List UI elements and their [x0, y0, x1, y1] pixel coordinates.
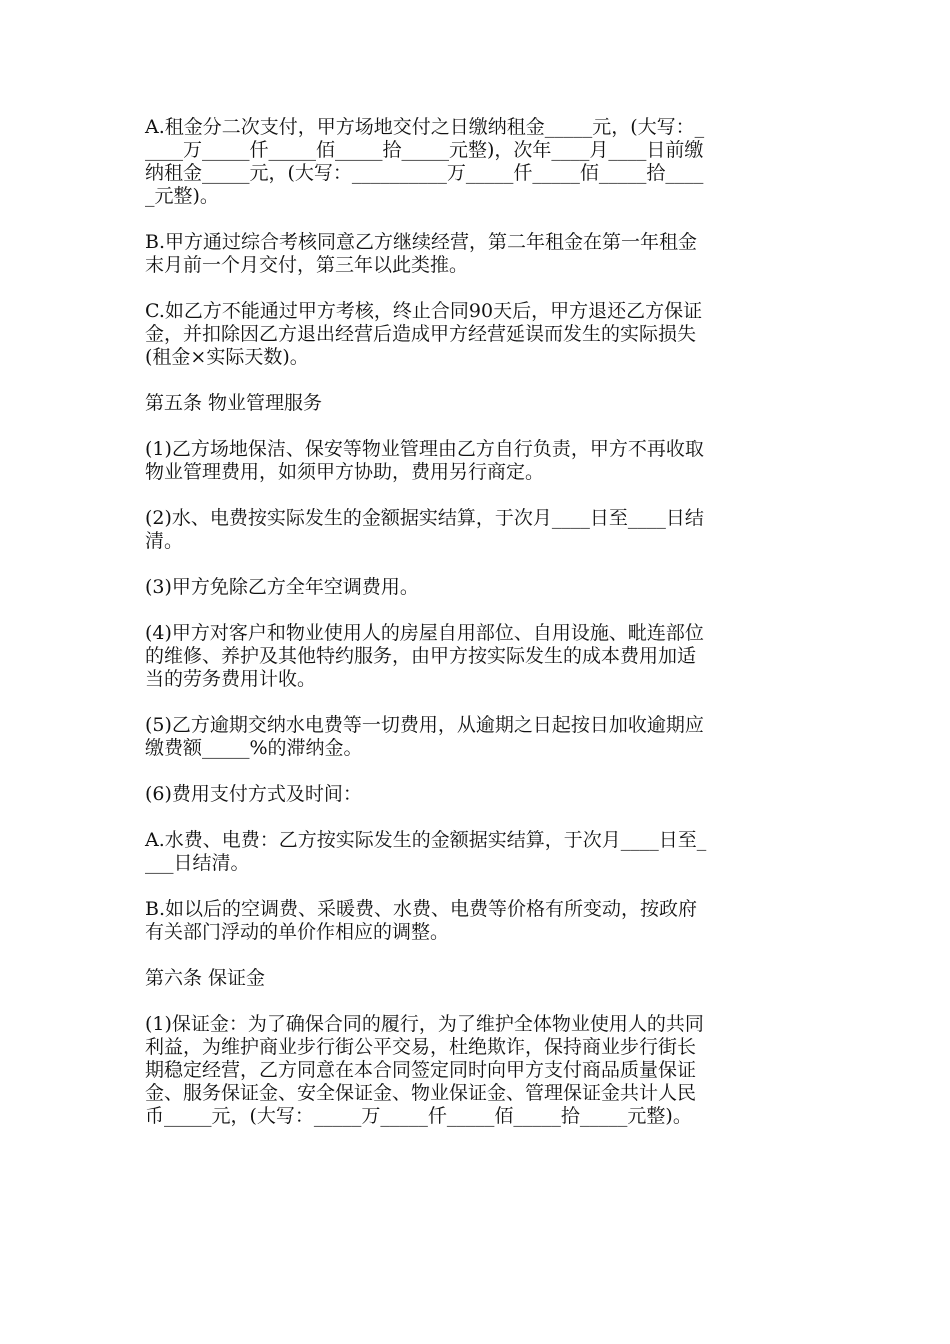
- text-line: 缴费额_____%的滞纳金。: [145, 737, 363, 759]
- text-line: 第六条 保证金: [145, 967, 266, 989]
- text-line: 末月前一个月交付，第三年以此类推。: [145, 254, 469, 276]
- document-paragraph: [145, 622, 810, 691]
- text-line: C.如乙方不能通过甲方考核，终止合同90天后，甲方退还乙方保证: [145, 300, 703, 322]
- text-line: ___日结清。: [145, 852, 250, 874]
- text-line: 币_____元，(大写：_____万_____仟_____佰_____拾_____元整)。: [145, 1105, 692, 1127]
- document-paragraph: [145, 714, 810, 760]
- text-line: (5)乙方逾期交纳水电费等一切费用，从逾期之日起按日加收逾期应: [145, 714, 704, 736]
- document-paragraph: [145, 300, 810, 369]
- text-line: A.租金分二次支付，甲方场地交付之日缴纳租金_____元，(大写：_: [145, 116, 705, 138]
- document-paragraph: [145, 116, 810, 208]
- document-paragraph: [145, 438, 810, 484]
- text-line: (4)甲方对客户和物业使用人的房屋自用部位、自用设施、毗连部位: [145, 622, 704, 644]
- document-paragraph: [145, 231, 810, 277]
- document-paragraph: [145, 967, 810, 990]
- text-line: (租金×实际天数)。: [145, 346, 309, 368]
- document-paragraph: [145, 576, 810, 599]
- text-line: A.水费、电费：乙方按实际发生的金额据实结算，于次月____日至_: [145, 829, 707, 851]
- text-line: 金、服务保证金、安全保证金、物业保证金、管理保证金共计人民: [145, 1082, 697, 1104]
- text-line: (2)水、电费按实际发生的金额据实结算，于次月____日至____日结: [145, 507, 704, 529]
- document-paragraph: [145, 392, 810, 415]
- text-line: 期稳定经营，乙方同意在本合同签定同时向甲方支付商品质量保证: [145, 1059, 697, 1081]
- text-line: 金，并扣除因乙方退出经营后造成甲方经营延误而发生的实际损失: [145, 323, 697, 345]
- text-line: 清。: [145, 530, 184, 552]
- document-paragraph: [145, 829, 810, 875]
- text-line: (6)费用支付方式及时间：: [145, 783, 362, 805]
- text-line: 有关部门浮动的单价作相应的调整。: [145, 921, 450, 943]
- text-line: 的维修、养护及其他特约服务，由甲方按实际发生的成本费用加适: [145, 645, 697, 667]
- text-line: B.甲方通过综合考核同意乙方继续经营，第二年租金在第一年租金: [145, 231, 698, 253]
- document-paragraph: [145, 783, 810, 806]
- text-line: 利益，为维护商业步行街公平交易，杜绝欺诈，保持商业步行街长: [145, 1036, 697, 1058]
- document-paragraph: [145, 507, 810, 553]
- text-line: 当的劳务费用计收。: [145, 668, 317, 690]
- text-line: (1)乙方场地保洁、保安等物业管理由乙方自行负责，甲方不再收取: [145, 438, 704, 460]
- text-line: B.如以后的空调费、采暖费、水费、电费等价格有所变动，按政府: [145, 898, 698, 920]
- document-page: [145, 116, 810, 1151]
- document-paragraph: [145, 898, 810, 944]
- text-line: 第五条 物业管理服务: [145, 392, 323, 414]
- text-line: _元整)。: [145, 185, 219, 207]
- text-line: (3)甲方免除乙方全年空调费用。: [145, 576, 419, 598]
- text-line: (1)保证金：为了确保合同的履行，为了维护全体物业使用人的共同: [145, 1013, 704, 1035]
- text-line: ____万_____仟_____佰_____拾_____元整)，次年____月____日前缴: [145, 139, 704, 161]
- text-line: 纳租金_____元，(大写：__________万_____仟_____佰_____拾____: [145, 162, 704, 184]
- text-line: 物业管理费用，如须甲方协助，费用另行商定。: [145, 461, 545, 483]
- document-paragraph: [145, 1013, 810, 1128]
